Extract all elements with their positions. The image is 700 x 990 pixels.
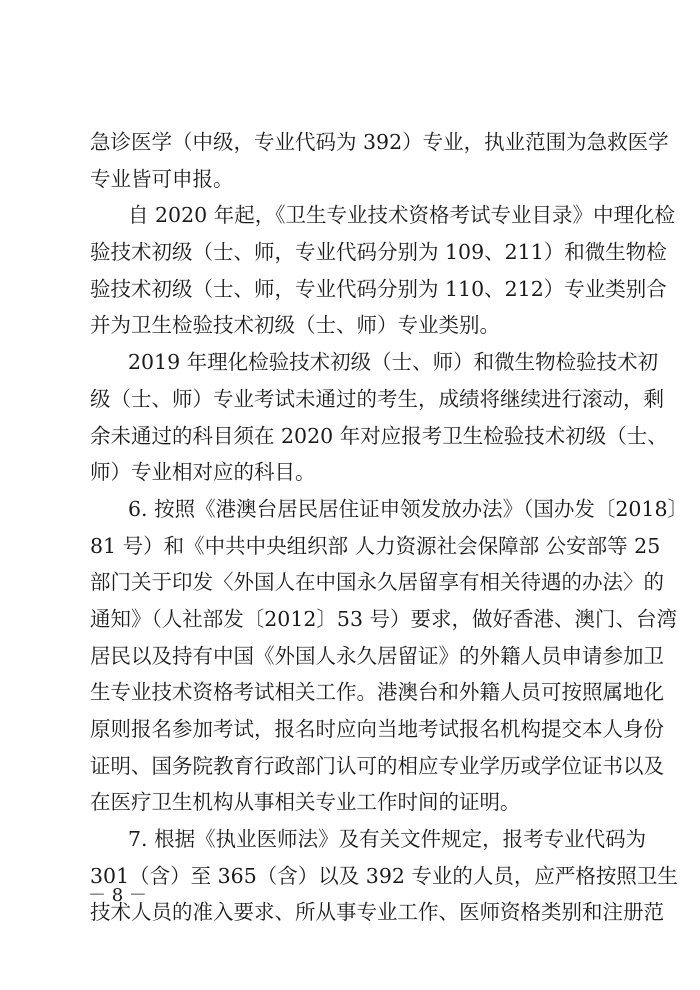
text-line: 验技术初级（士、师，专业代码分别为 110、212）专业类别合 — [90, 276, 667, 301]
text-line: 6. 按照《港澳台居民居住证申领发放办法》（国办发〔2018〕 — [128, 496, 688, 521]
text-line: 通知》（人社部发〔2012〕53 号）要求，做好香港、澳门、台湾 — [90, 606, 678, 631]
text-line: 居民以及持有中国《外国人永久居留证》的外籍人员申请参加卫 — [90, 643, 664, 668]
text-line: 师）专业相对应的科目。 — [90, 460, 316, 485]
text-line: 2019 年理化检验技术初级（士、师）和微生物检验技术初 — [128, 350, 659, 375]
text-line: 级（士、师）专业考试未通过的考生，成绩将继续进行滚动，剩 — [90, 386, 664, 411]
text-line: 余未通过的科目须在 2020 年对应报考卫生检验技术初级（士、 — [90, 423, 668, 448]
text-line: 并为卫生检验技术初级（士、师）专业类别。 — [90, 313, 500, 338]
text-line: 在医疗卫生机构从事相关专业工作时间的证明。 — [90, 790, 521, 815]
text-line: 7. 根据《执业医师法》及有关文件规定，报考专业代码为 — [128, 827, 647, 852]
text-line: 专业皆可申报。 — [90, 166, 234, 191]
text-line: 急诊医学（中级，专业代码为 392）专业，执业范围为急救医学 — [90, 130, 669, 154]
text-line: 81 号）和《中共中央组织部 人力资源社会保障部 公安部等 25 — [90, 533, 661, 558]
text-line: 自 2020 年起，《卫生专业技术资格考试专业目录》中理化检 — [128, 203, 675, 228]
text-line: 301（含）至 365（含）以及 392 专业的人员，应严格按照卫生 — [90, 863, 678, 888]
text-line: 原则报名参加考试，报名时应向当地考试报名机构提交本人身份 — [90, 717, 664, 741]
body-text — [90, 124, 688, 931]
text-line: 生专业技术资格考试相关工作。港澳台和外籍人员可按照属地化 — [90, 680, 664, 705]
text-line: 验技术初级（士、师，专业代码分别为 109、211）和微生物检 — [90, 240, 667, 265]
text-line: 证明、国务院教育行政部门认可的相应专业学历或学位证书以及 — [90, 753, 664, 778]
text-line: 部门关于印发〈外国人在中国永久居留享有相关待遇的办法〉的 — [90, 570, 664, 595]
text-line: 技术人员的准入要求、所从事专业工作、医师资格类别和注册范 — [90, 900, 664, 925]
page-number: － 8 － — [88, 885, 147, 906]
